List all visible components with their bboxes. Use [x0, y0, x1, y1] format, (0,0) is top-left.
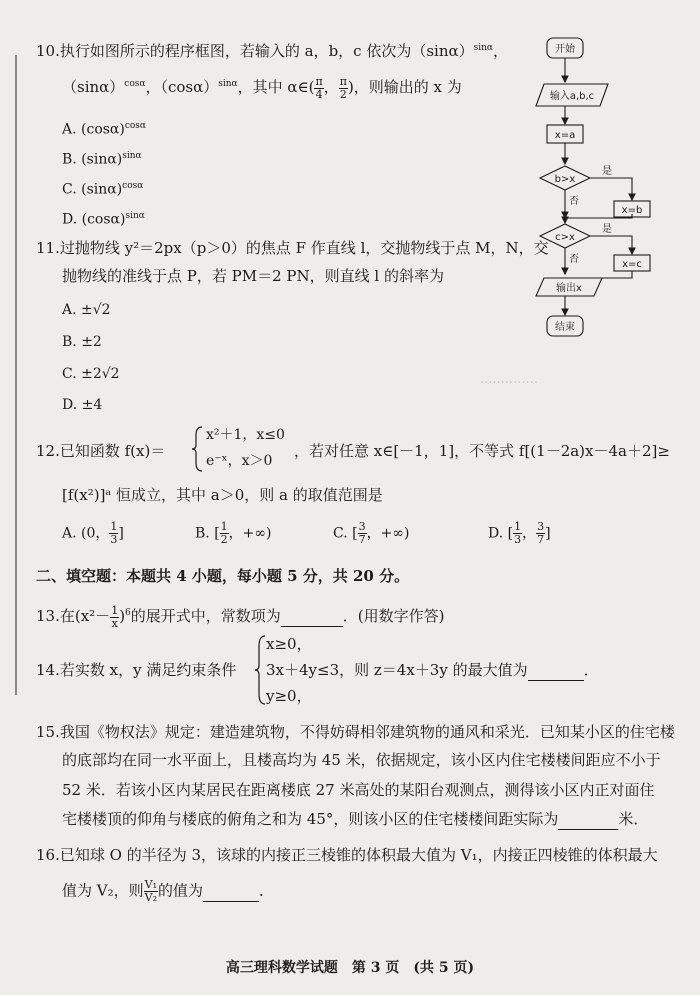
q12-option-a[interactable]: A. (0， $\frac{1}{3}$ ]	[62, 520, 124, 546]
q11-line1	[36, 238, 549, 258]
q16-frac: $\frac{\text{V₁}}{\text{V₂}}$	[144, 878, 157, 904]
q13-frac: $\frac{1}{x}$	[111, 603, 119, 630]
q12-piecewise-brace	[190, 425, 204, 473]
q15-text-1: 我国《物权法》规定：建造建筑物，不得妨碍相邻建筑物的通风和采光．已知某小区的住宅楼	[59, 723, 675, 741]
q13-answer-blank[interactable]	[281, 606, 343, 627]
q11-option-c[interactable]: C. ±2√2	[62, 366, 120, 382]
q12-option-d[interactable]: D. [ $\frac{1}{3}$ ， $\frac{3}{7}$ ]	[488, 520, 551, 546]
q13-number: 13.	[36, 607, 60, 625]
q13-post: 的展开式中，常数项为	[130, 607, 281, 625]
q10-line1	[36, 38, 508, 61]
q12-number: 12.	[36, 442, 60, 460]
q14-constraint-1: x≥0，	[266, 635, 312, 653]
q11-text-2: 抛物线的准线于点 P，若 PM＝2 PN，则直线 l 的斜率为	[62, 267, 444, 285]
q11-line2	[62, 266, 444, 286]
flow-start-label: 开始	[555, 44, 575, 55]
flow-yes-label-2: 是	[602, 224, 612, 235]
flow-output-label: 输出x	[556, 283, 582, 294]
q14-prefix-line	[36, 660, 236, 680]
q10-option-b[interactable]: B. $(\sin\alpha)^{sin\alpha}$	[62, 151, 142, 168]
q10-frac-1: $\frac{\pi}{4}$	[315, 74, 323, 101]
q12-suffix: ，若对任意 x∈[－1，1]，不等式 f[(1－2a)x－4a＋2]≥	[294, 442, 670, 460]
q15-line2: 的底部均在同一水平面上，且楼高均为 45 米，依据规定，该小区内住宅楼楼间距应不小于	[62, 751, 661, 769]
q16-line1	[36, 845, 658, 865]
q16-line2: 值为 V₂，则 $\frac{\text{V₁}}{\text{V₂}}$ 的值为 ．	[62, 878, 275, 904]
q12-case-1: x²＋1，x≤0	[206, 427, 285, 443]
flow-no-label-2: 否	[569, 254, 579, 265]
flow-input-label: 输入a,b,c	[549, 91, 595, 102]
q14-constraint-3: y≥0，	[266, 687, 312, 705]
q14-constraint-2: 3x＋4y≤3，则 z＝4x＋3y 的最大值为 ．	[266, 661, 599, 679]
q12-line1-prefix	[36, 441, 165, 461]
q10-term-b: ，（cosα）	[145, 78, 219, 96]
q14-constraint-brace	[253, 634, 267, 706]
page-footer: 高三理科数学试题 第 3 页 (共 5 页)	[225, 960, 475, 976]
flow-set-c-label: x=c	[622, 259, 642, 270]
flow-no-label-1: 否	[569, 196, 579, 207]
q10-exp-1: sinα	[473, 43, 494, 53]
q12-line2: [f(x²)]ᵃ 恒成立，其中 a＞0，则 a 的取值范围是	[62, 486, 383, 504]
q13-pre: 在(x²－	[59, 607, 111, 625]
q14-answer-blank[interactable]	[528, 660, 584, 681]
q10-line2-end: )，则输出的 x 为	[347, 78, 462, 96]
flow-yes-label-1: 是	[602, 166, 612, 177]
q10-option-c[interactable]: C. $(\sin\alpha)^{cos\alpha}$	[62, 181, 144, 198]
q10-option-d[interactable]: D. $(\cos\alpha)^{sin\alpha}$	[62, 211, 145, 228]
q12-option-c[interactable]: C. [ $\frac{3}{7}$ ，+∞)	[333, 520, 410, 546]
q12-option-b[interactable]: B. [ $\frac{1}{2}$ ，+∞)	[195, 520, 272, 546]
q10-exp-b: sinα	[218, 79, 238, 89]
flow-assign-label: x=a	[554, 130, 576, 141]
section-fill-in-heading: 二、填空题：本题共 4 小题，每小题 5 分，共 20 分。	[36, 567, 410, 585]
q10-term-a: （sinα）	[62, 78, 125, 96]
q10-option-a[interactable]: A. $(\cos\alpha)^{cos\alpha}$	[62, 121, 146, 138]
q15-line1	[36, 722, 675, 742]
q11-option-b[interactable]: B. ±2	[62, 334, 102, 350]
left-margin-rule	[15, 55, 17, 695]
q12-case-2: e⁻ˣ，x＞0	[206, 453, 273, 469]
q11-option-d[interactable]: D. ±4	[62, 397, 103, 413]
q15-answer-blank[interactable]	[558, 809, 618, 830]
q11-number: 11.	[36, 239, 60, 257]
bleed-through: ..............	[480, 372, 538, 387]
q12-prefix: 已知函数 f(x)＝	[59, 442, 166, 460]
q15-line4: 宅楼楼顶的仰角与楼底的俯角之和为 45°，则该小区的住宅楼楼间距实际为 米．	[62, 810, 649, 828]
q15-line3: 52 米．若该小区内某居民在距离楼底 27 米高处的某阳台观测点，测得该小区内正对面住	[62, 781, 655, 799]
q11-text-1: 过抛物线 y²＝2px（p＞0）的焦点 F 作直线 l，交抛物线于点 M，N，交	[59, 239, 549, 257]
q16-text-1: 已知球 O 的半径为 3，该球的内接正三棱锥的体积最大值为 V₁，内接正四棱锥的体积最大	[59, 846, 658, 864]
q14-pre: 若实数 x，y 满足约束条件	[59, 661, 237, 679]
flow-cond2-label: c>x	[555, 232, 575, 243]
q10-term-c: ，其中 α∈(	[237, 78, 315, 96]
flow-set-b-label: x=b	[621, 205, 643, 216]
flow-end-label: 结束	[555, 322, 575, 333]
q10-frac-sep: ，	[323, 78, 339, 96]
q10-frac-2: $\frac{\pi}{2}$	[339, 74, 347, 101]
q10-text-1: 执行如图所示的程序框图，若输入的 a，b，c 依次为（sinα）	[59, 42, 474, 60]
q16-answer-blank[interactable]	[203, 881, 259, 902]
q15-number: 15.	[36, 723, 60, 741]
q13-end: ．(用数字作答)	[342, 607, 445, 625]
q10-exp-a: cosα	[124, 79, 146, 89]
program-flowchart	[520, 32, 695, 342]
q13-line: 13.在(x²－ $\frac{1}{x}$ )$^6$的展开式中，常数项为 ．(用数字作答)	[36, 603, 445, 630]
q11-option-a[interactable]: A. ±√2	[62, 302, 111, 318]
q14-number: 14.	[36, 661, 60, 679]
q10-line2	[62, 74, 462, 101]
q10-number: 10.	[36, 42, 60, 60]
q13-exp: 6	[125, 608, 131, 618]
q16-number: 16.	[36, 846, 60, 864]
flow-cond1-label: b>x	[554, 174, 576, 185]
q10-punct: ，	[493, 42, 509, 60]
